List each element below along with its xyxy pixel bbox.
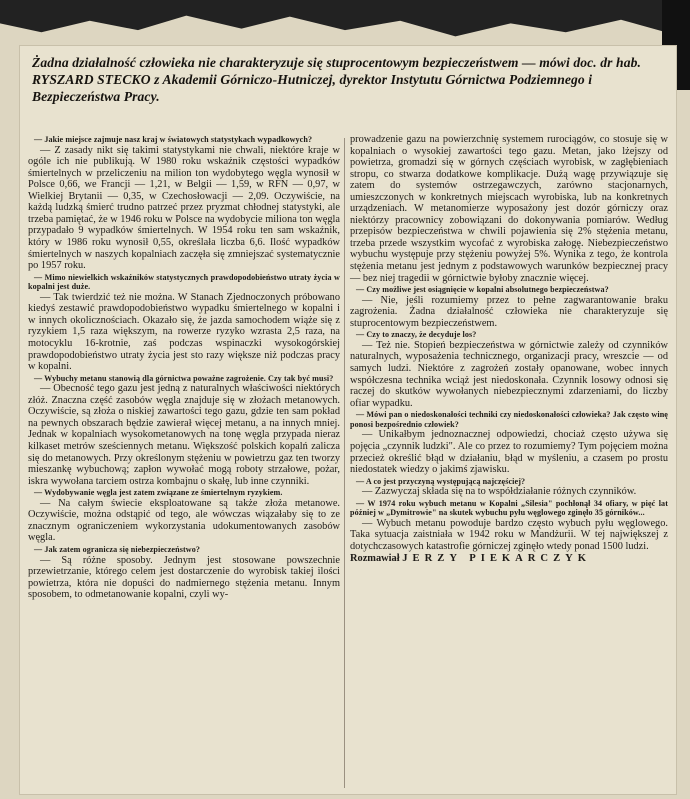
interview-answer: — Unikałbym jednoznacznej odpowiedzi, chociaż często używa się pojęcia „czynnik ludzki". Ale co przez to rozumiemy? Tym pojęciem można przecież określić błąd w działaniu, błąd w myśleniu, a czasem po prostu niedostatek wiedzy o jakimś zjawisku.	[350, 429, 668, 476]
byline-author: JERZY PIEKARCZYK	[402, 552, 592, 564]
interview-answer: — Tak twierdzić też nie można. W Stanach Zjednoczonych próbowano kiedyś zestawić prawdopodobieństwo wypadku śmiertelnego w kopalni i w innych okolicznościach. Okazało się, że jazda samochodem wiąże się z ryzykiem 1,5 raza większym, na rowerze ryzyko wzrasta 2,5 raza, na motocyklu 16-krotnie, zaś podczas wspinaczki wysokogórskiej prawdopodobieństwo utraty życia jest sto razy większe niż podczas pracy w kopalni.	[28, 291, 340, 373]
interview-answer: — Nie, jeśli rozumiemy przez to pełne zagwarantowanie braku zagrożenia. Żadna działalność człowieka nie charakteryzuje się stuprocentowym bezpieczeństwem.	[350, 294, 668, 329]
interview-answer: prowadzenie gazu na powierzchnię systemem rurociągów, co stosuje się w kopalniach o wysokiej zawartości tego gazu. Metan, jako lżejszy od powietrza, gromadzi się w górnych częściach wyrobisk, w zagłębieniach stropu, co stwarza dodatkowe komplikacje. Dużą wagę przywiązuje się zatem do systemów ostrzegawczych, zarówno stacjonarnych, umieszczonych w konkretnych miejscach wyrobiska, lub na konkretnych urządzeniach. W metanomierze wyposażony jest dozór górniczy oraz niektórzy pracownicy zobowiązani do dokonywania pomiarów. Według przepisów bezpieczeństwa w chwili pojawienia się 2% stężenia metanu, trzeba przede wszystkim wycofać z wyrobiska załogę. Niebezpieczeństwo wybuchu występuje przy stężeniu powyżej 5%. Wynika z tego, że kontrola stężenia metanu jest jednym z podstawowych warunków bezpiecznej pracy — bez niej tragedii w górnictwie byłoby znacznie więcej.	[350, 134, 668, 284]
newspaper-clipping	[20, 46, 676, 794]
interview-answer: — Zazwyczaj składa się na to współdziałanie różnych czynników.	[362, 486, 637, 498]
interview-question: — Wydobywanie węgla jest zatem związane ze śmiertelnym ryzykiem.	[34, 488, 283, 498]
interview-answer: — Wybuch metanu powoduje bardzo często wybuch pyłu węglowego. Taka sytuacja zaistniała w 1942 roku w Mandżurii. W tej największej z dotychczasowych katastrofie górniczej zginęło wtedy ponad 1500 ludzi.	[350, 517, 668, 553]
article-column-right-body	[350, 134, 668, 553]
torn-top-edge	[0, 0, 690, 52]
interview-question: — Mówi pan o niedoskonałości techniki czy niedoskonałości człowieka? Jak często winę ponosi bezpośrednio człowiek?	[350, 410, 668, 429]
article-column-left	[28, 134, 340, 601]
interview-question: — Czy możliwe jest osiągnięcie w kopalni absolutnego bezpieczeństwa?	[356, 285, 609, 295]
byline	[350, 553, 668, 565]
interview-answer: — Na całym świecie eksploatowane są także złoża metanowe. Oczywiście, można odstąpić od tego, ale wówczas wiązałaby się to ze znacznym ograniczeniem wykorzystania udokumentowanych zasobów węgla.	[28, 497, 340, 544]
interview-question: — Czy to znaczy, że decyduje los?	[356, 330, 477, 340]
article-headline: Żadna działalność człowieka nie charakteryzuje się stuprocentowym bezpieczeństwem — mówi doc. dr hab. RYSZARD STECKO z Akademii Górniczo-Hutniczej, dyrektor Instytutu Górnictwa Podziemnego i Bezpieczeństwa Pracy.	[32, 55, 641, 104]
interview-question: — Mimo niewielkich wskaźników statystycznych prawdopodobieństwo utraty życia w kopalni jest duże.	[28, 272, 340, 292]
column-divider	[344, 138, 345, 788]
interview-question: — Wybuchy metanu stanowią dla górnictwa poważne zagrożenie. Czy tak być musi?	[34, 373, 334, 383]
interview-answer: — Z zasady nikt się takimi statystykami nie chwali, niektóre kraje w ogóle ich nie publikują. W 1980 roku wskaźnik częstości wypadków śmiertelnych w przeliczeniu na milion ton wydobytego węgla wynosił w Polsce 0,66, we Francji — 1,21, w Belgii — 1,59, w RFN — 0,97, w Wielkiej Brytanii — 0,35, w Czechosłowacji — 2,09. Oczywiście, na każdą ludzką śmierć trudno patrzeć przez pryzmat chłodnej statystyki, ale trzeba pamiętać, że w 1946 roku w Polsce na wydobycie miliona ton węgla przypadało 9 wypadków śmiertelnych. W 1954 roku ten sam wskaźnik, który w 1986 roku wynosił 0,55, określała liczba 6,6. Ilość wypadków śmiertelnych w naszych kopalniach zaczęła się zmniejszać systematycznie po 1957 roku.	[28, 144, 340, 272]
interview-question: — Jakie miejsce zajmuje nasz kraj w światowych statystykach wypadkowych?	[34, 135, 313, 144]
byline-label: Rozmawiał	[350, 552, 400, 564]
interview-answer: — Obecność tego gazu jest jedną z naturalnych właściwości niektórych złóż. Znaczna część zasobów węgla znajduje się w złożach metanowych. Oczywiście, są złoża o niskiej zawartości tego gazu, gdzie ten sam pokład na pewnych obszarach będzie zawierał więcej metanu, a na innych mniej. Jednak w kopalniach wysokometanowych na tonę węgla przypada nieraz kilkaset metrów sześciennych metanu. Większość polskich kopalń zalicza się do metanowych. Przy określonym stężeniu w powietrzu gaz ten tworzy mieszankę wybuchową; zapłon wywołać mogą roboty strzałowe, pożar, iskra wywołana tarciem ostrza kombajnu o skałę, lub inne czynniki.	[28, 383, 340, 487]
interview-answer: — Też nie. Stopień bezpieczeństwa w górnictwie zależy od czynników naturalnych, wyposażenia technicznego, organizacji pracy, wreszcie — od samych ludzi. Niektóre z zagrożeń zostały opanowane, wobec innych współczesna technika wciąż jest niedoskonała. Czynnik losowy odnosi się raczej do skutków wywołanych niebezpiecznymi zdarzeniami, do liczby ofiar wypadku.	[350, 339, 668, 409]
interview-answer: — Są różne sposoby. Jednym jest stosowane powszechnie przewietrzanie, którego celem jest dostarczenie do wyrobisk takiej ilości powietrza, która nie dopuści do nadmiernego stężenia metanu. Innym sposobem, to odmetanowanie kopalni, czyli wy-	[28, 554, 340, 601]
interview-question: — W 1974 roku wybuch metanu w Kopalni „Silesia" pochłonął 34 ofiary, w pięć lat później w „Dymitrowie" na skutek wybuchu pyłu węglowego zginęło 35 górników...	[350, 498, 668, 518]
interview-question: — Jak zatem ogranicza się niebezpieczeństwo?	[34, 544, 201, 554]
interview-question: — A co jest przyczyną występującą najczęściej?	[356, 476, 526, 486]
article-column-right	[350, 134, 668, 564]
